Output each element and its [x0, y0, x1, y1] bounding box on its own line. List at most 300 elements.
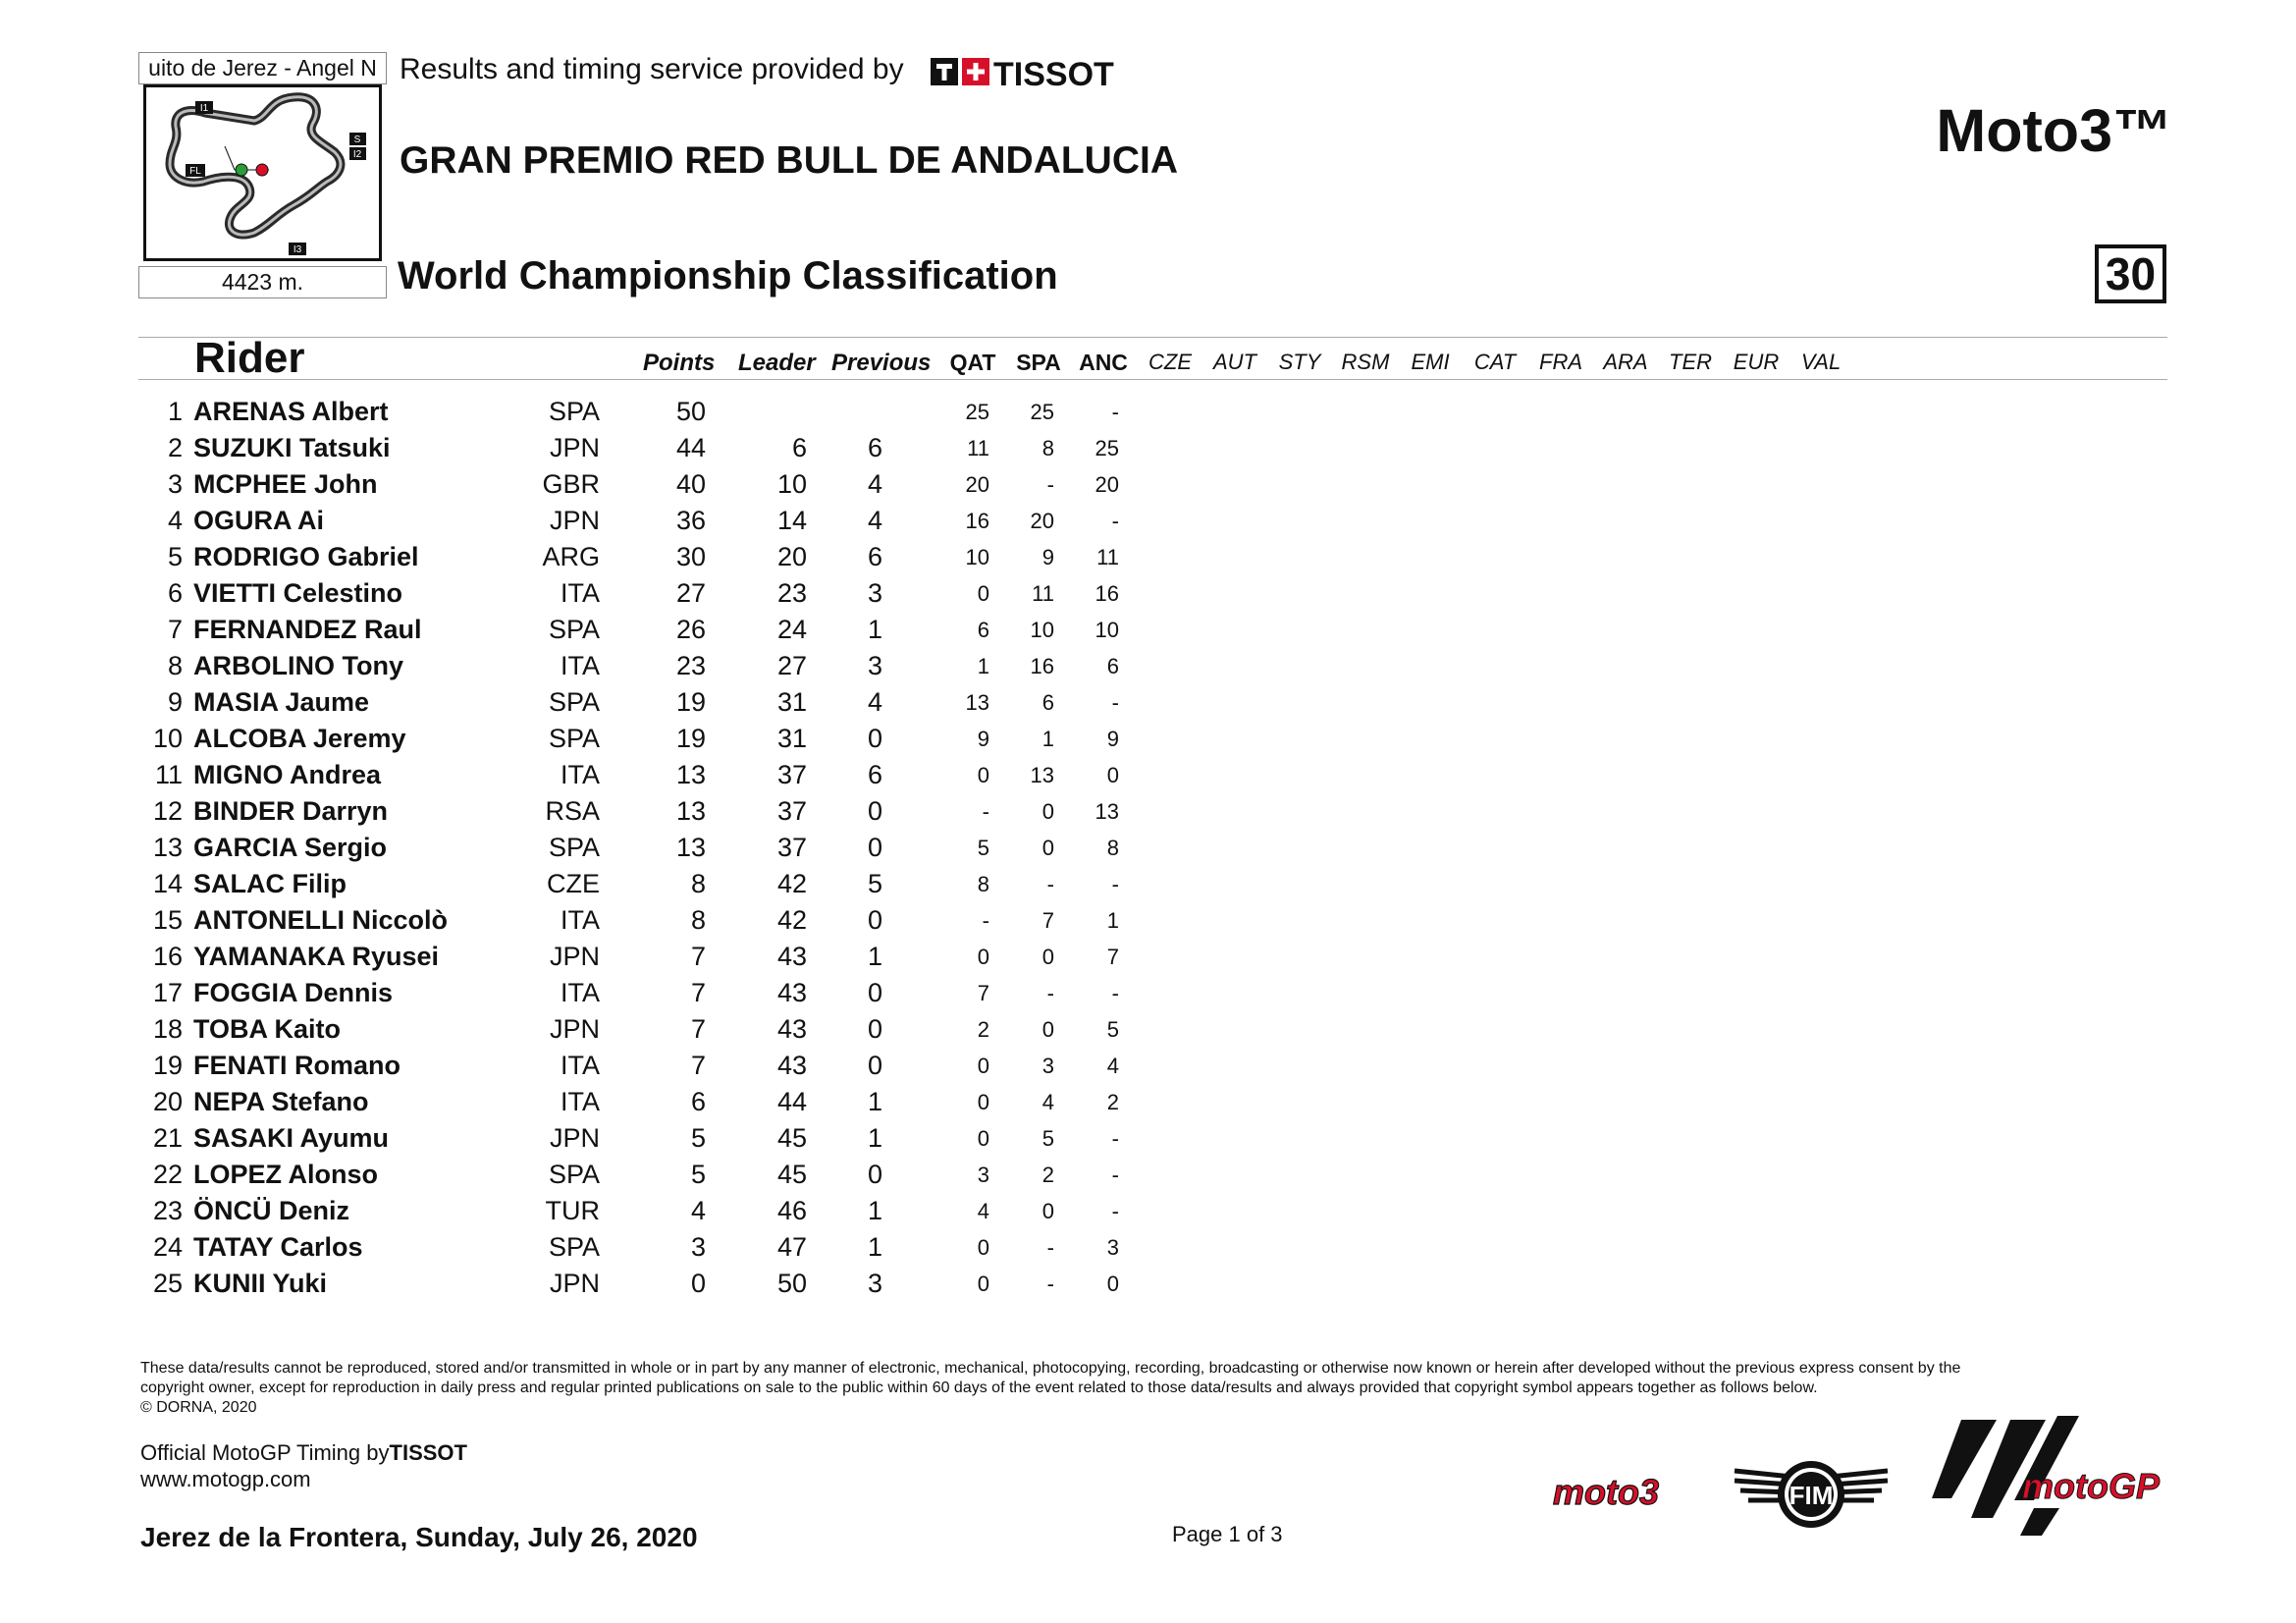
row-rider-name: MCPHEE John — [193, 469, 378, 499]
row-rider-name: ARENAS Albert — [193, 397, 389, 426]
disclaimer-line: copyright owner, except for reproduction in daily press and regular printed publications on sale to the public within 60 days of the event related to those data/results and always provided that copyright symbol appears together as follows below. — [140, 1380, 1818, 1396]
row-position: 25 — [152, 1269, 183, 1298]
row-points: 7 — [690, 1051, 706, 1080]
row-gap-leader: 43 — [776, 942, 807, 971]
row-gap-previous: 4 — [867, 506, 882, 535]
race-column-header: ANC — [1079, 350, 1128, 375]
row-race-points: - — [1111, 872, 1119, 896]
row-race-points: 4 — [1106, 1054, 1119, 1078]
fim-logo — [1733, 1451, 1890, 1539]
row-race-points: 1 — [977, 654, 989, 678]
row-race-points: 5 — [977, 836, 989, 860]
table-row — [0, 433, 2296, 469]
page-number: Page 1 of 3 — [1172, 1522, 1283, 1546]
tissot-logo-icon — [931, 55, 1158, 88]
row-nation: JPN — [549, 1014, 600, 1044]
race-column-header: CZE — [1148, 350, 1192, 374]
svg-text:motoGP: motoGP — [2022, 1466, 2160, 1506]
table-row — [0, 1232, 2296, 1269]
row-gap-leader: 14 — [776, 506, 807, 535]
row-nation: JPN — [549, 1269, 600, 1298]
row-points: 5 — [690, 1123, 706, 1153]
row-race-points: 7 — [977, 981, 989, 1005]
row-rider-name: GARCIA Sergio — [193, 833, 388, 862]
row-rider-name: SASAKI Ayumu — [193, 1123, 390, 1153]
row-gap-previous: 0 — [867, 796, 882, 826]
disclaimer-line: These data/results cannot be reproduced, stored and/or transmitted in whole or in part by any manner of electronic, mechanical, photocopying, recording, broadcasting or otherwise now known or herein after developed without the previous express consent by the — [140, 1360, 1961, 1377]
race-column-header: EMI — [1411, 350, 1450, 374]
circuit-length: 4423 m. — [138, 266, 387, 298]
row-position: 23 — [152, 1196, 183, 1225]
row-position: 12 — [152, 796, 183, 826]
row-nation: ITA — [561, 651, 600, 680]
row-position: 18 — [152, 1014, 183, 1044]
table-row — [0, 796, 2296, 833]
row-nation: SPA — [548, 397, 600, 426]
row-race-points: 13 — [965, 690, 989, 715]
row-rider-name: ALCOBA Jeremy — [193, 724, 406, 753]
row-race-points: 0 — [977, 1126, 989, 1151]
row-gap-previous: 3 — [867, 578, 882, 608]
row-position: 3 — [167, 469, 183, 499]
table-row — [0, 651, 2296, 687]
row-race-points: - — [982, 799, 989, 824]
table-row — [0, 1014, 2296, 1051]
header-top-rule — [138, 337, 2167, 338]
row-position: 24 — [152, 1232, 183, 1262]
row-points: 4 — [690, 1196, 706, 1225]
row-gap-previous: 6 — [867, 433, 882, 462]
row-race-points: 10 — [1030, 618, 1054, 642]
row-nation: JPN — [549, 433, 600, 462]
row-gap-leader: 27 — [776, 651, 807, 680]
row-race-points: 7 — [1106, 945, 1119, 969]
row-gap-leader: 42 — [776, 869, 807, 898]
row-points: 3 — [690, 1232, 706, 1262]
row-gap-leader: 37 — [776, 760, 807, 789]
row-rider-name: FERNANDEZ Raul — [193, 615, 422, 644]
svg-text:TISSOT: TISSOT — [993, 56, 1114, 88]
table-row — [0, 469, 2296, 506]
row-points: 13 — [675, 833, 706, 862]
row-points: 40 — [675, 469, 706, 499]
row-race-points: 16 — [1030, 654, 1054, 678]
row-race-points: 5 — [1106, 1017, 1119, 1042]
row-nation: SPA — [548, 687, 600, 717]
row-position: 8 — [167, 651, 183, 680]
row-race-points: - — [1046, 1271, 1054, 1296]
row-race-points: 20 — [965, 472, 989, 497]
row-points: 19 — [675, 687, 706, 717]
row-points: 36 — [675, 506, 706, 535]
row-gap-previous: 0 — [867, 1160, 882, 1189]
race-column-header: AUT — [1213, 350, 1256, 374]
row-race-points: - — [1111, 1199, 1119, 1223]
row-position: 20 — [152, 1087, 183, 1116]
row-points: 27 — [675, 578, 706, 608]
table-row — [0, 833, 2296, 869]
row-gap-previous: 1 — [867, 1087, 882, 1116]
row-gap-previous: 0 — [867, 724, 882, 753]
moto3-logo-icon — [1549, 1469, 1686, 1512]
row-gap-leader: 43 — [776, 1051, 807, 1080]
row-race-points: 11 — [1096, 545, 1119, 569]
row-points: 44 — [675, 433, 706, 462]
row-points: 50 — [675, 397, 706, 426]
row-race-points: - — [1046, 872, 1054, 896]
race-column-header: ARA — [1603, 350, 1648, 374]
race-column-header: SPA — [1016, 350, 1061, 375]
row-gap-previous: 5 — [867, 869, 882, 898]
copyright-notice: © DORNA, 2020 — [140, 1399, 257, 1416]
svg-text:FL: FL — [189, 166, 201, 177]
row-nation: SPA — [548, 833, 600, 862]
row-race-points: 10 — [1095, 618, 1119, 642]
row-race-points: - — [1111, 981, 1119, 1005]
row-race-points: 20 — [1095, 472, 1119, 497]
svg-text:I3: I3 — [293, 244, 302, 255]
row-rider-name: NEPA Stefano — [193, 1087, 369, 1116]
row-race-points: 3 — [977, 1163, 989, 1187]
row-rider-name: TOBA Kaito — [193, 1014, 342, 1044]
row-nation: ITA — [561, 1087, 600, 1116]
table-row — [0, 578, 2296, 615]
row-gap-previous: 0 — [867, 1014, 882, 1044]
row-points: 13 — [675, 796, 706, 826]
row-position: 22 — [152, 1160, 183, 1189]
row-race-points: 6 — [1106, 654, 1119, 678]
circuit-map — [143, 84, 382, 261]
row-position: 15 — [152, 905, 183, 935]
table-row — [0, 978, 2296, 1014]
row-race-points: 0 — [977, 581, 989, 606]
row-gap-leader: 31 — [776, 687, 807, 717]
row-race-points: 9 — [1041, 545, 1054, 569]
row-points: 13 — [675, 760, 706, 789]
copyright-disclaimer — [140, 1359, 2094, 1418]
row-race-points: 16 — [1095, 581, 1119, 606]
row-position: 5 — [167, 542, 183, 571]
row-gap-leader: 45 — [776, 1160, 807, 1189]
row-race-points: 0 — [1041, 1199, 1054, 1223]
row-race-points: 13 — [1095, 799, 1119, 824]
row-gap-leader: 24 — [776, 615, 807, 644]
row-rider-name: SALAC Filip — [193, 869, 347, 898]
row-race-points: - — [1111, 400, 1119, 424]
race-column-header: STY — [1278, 350, 1321, 374]
row-points: 23 — [675, 651, 706, 680]
timing-provider-text: Results and timing service provided by — [400, 53, 904, 85]
row-race-points: 11 — [1032, 581, 1054, 606]
row-position: 13 — [152, 833, 183, 862]
row-rider-name: VIETTI Celestino — [193, 578, 403, 608]
table-row — [0, 724, 2296, 760]
row-nation: SPA — [548, 615, 600, 644]
row-nation: ARG — [542, 542, 600, 571]
table-row — [0, 1160, 2296, 1196]
row-gap-leader: 6 — [791, 433, 807, 462]
svg-text:I2: I2 — [352, 149, 362, 160]
table-row — [0, 542, 2296, 578]
header-bottom-rule — [138, 379, 2167, 380]
race-column-header: RSM — [1341, 350, 1390, 374]
previous-column-header: Previous — [831, 350, 932, 376]
row-position: 2 — [167, 433, 183, 462]
row-race-points: - — [1111, 1163, 1119, 1187]
row-race-points: 5 — [1041, 1126, 1054, 1151]
race-column-header: CAT — [1473, 350, 1517, 374]
row-gap-leader: 43 — [776, 1014, 807, 1044]
race-column-header: FRA — [1539, 350, 1582, 374]
race-column-header: TER — [1669, 350, 1712, 374]
row-gap-previous: 0 — [867, 978, 882, 1007]
row-position: 1 — [167, 397, 183, 426]
row-gap-previous: 1 — [867, 1123, 882, 1153]
row-race-points: 4 — [977, 1199, 989, 1223]
row-nation: SPA — [548, 724, 600, 753]
row-race-points: 0 — [1041, 945, 1054, 969]
row-race-points: 6 — [1041, 690, 1054, 715]
row-race-points: - — [1111, 690, 1119, 715]
row-race-points: - — [1111, 1126, 1119, 1151]
row-race-points: 4 — [1041, 1090, 1054, 1114]
table-row — [0, 615, 2296, 651]
row-rider-name: OGURA Ai — [193, 506, 324, 535]
official-timing-text: Official MotoGP Timing by — [140, 1440, 390, 1465]
row-race-points: 8 — [1041, 436, 1054, 460]
rider-column-header: Rider — [194, 334, 305, 382]
row-gap-previous: 0 — [867, 833, 882, 862]
row-gap-previous: 1 — [867, 615, 882, 644]
row-race-points: - — [1046, 1235, 1054, 1260]
official-timing-brand: TISSOT — [389, 1440, 467, 1465]
row-gap-leader: 43 — [776, 978, 807, 1007]
table-row — [0, 1087, 2296, 1123]
row-position: 17 — [152, 978, 183, 1007]
fim-logo-icon — [1733, 1451, 1890, 1534]
row-race-points: 0 — [1106, 1271, 1119, 1296]
row-gap-leader: 10 — [776, 469, 807, 499]
row-race-points: 3 — [1041, 1054, 1054, 1078]
row-position: 11 — [154, 760, 183, 789]
circuit-name: uito de Jerez - Angel N — [138, 52, 387, 84]
row-rider-name: SUZUKI Tatsuki — [193, 433, 391, 462]
row-nation: ITA — [561, 760, 600, 789]
row-race-points: 0 — [977, 1235, 989, 1260]
row-gap-leader: 47 — [776, 1232, 807, 1262]
row-race-points: 0 — [1041, 1017, 1054, 1042]
row-gap-previous: 6 — [867, 760, 882, 789]
row-race-points: - — [1046, 472, 1054, 497]
row-race-points: - — [1046, 981, 1054, 1005]
row-points: 7 — [690, 1014, 706, 1044]
row-race-points: 11 — [967, 436, 989, 460]
row-gap-leader: 20 — [776, 542, 807, 571]
row-race-points: 9 — [977, 727, 989, 751]
event-title: GRAN PREMIO RED BULL DE ANDALUCIA — [400, 139, 1179, 182]
table-row — [0, 1123, 2296, 1160]
row-nation: TUR — [545, 1196, 600, 1225]
row-race-points: - — [982, 908, 989, 933]
row-nation: ITA — [561, 978, 600, 1007]
row-race-points: 13 — [1030, 763, 1054, 787]
svg-text:moto3: moto3 — [1553, 1472, 1659, 1512]
svg-text:FIM: FIM — [1789, 1481, 1834, 1510]
moto3-logo — [1549, 1469, 1686, 1517]
row-rider-name: BINDER Darryn — [193, 796, 389, 826]
row-race-points: 0 — [1041, 836, 1054, 860]
row-rider-name: YAMANAKA Ryusei — [193, 942, 440, 971]
row-points: 8 — [690, 905, 706, 935]
row-nation: JPN — [549, 942, 600, 971]
venue-date: Jerez de la Frontera, Sunday, July 26, 2020 — [140, 1522, 698, 1552]
row-race-points: 2 — [977, 1017, 989, 1042]
tissot-logo — [931, 55, 1158, 93]
table-row — [0, 905, 2296, 942]
row-rider-name: MIGNO Andrea — [193, 760, 382, 789]
row-rider-name: ARBOLINO Tony — [193, 651, 403, 680]
row-race-points: 9 — [1106, 727, 1119, 751]
row-gap-leader: 50 — [776, 1269, 807, 1298]
row-rider-name: KUNII Yuki — [193, 1269, 328, 1298]
row-race-points: 0 — [977, 1054, 989, 1078]
row-gap-leader: 23 — [776, 578, 807, 608]
row-gap-previous: 0 — [867, 905, 882, 935]
row-race-points: 2 — [1106, 1090, 1119, 1114]
row-position: 4 — [167, 506, 183, 535]
row-gap-leader: 46 — [776, 1196, 807, 1225]
row-gap-leader: 42 — [776, 905, 807, 935]
table-row — [0, 1051, 2296, 1087]
row-nation: ITA — [561, 905, 600, 935]
row-nation: SPA — [548, 1160, 600, 1189]
race-column-header: EUR — [1733, 350, 1780, 374]
circuit-track-icon — [146, 87, 379, 258]
row-race-points: 7 — [1041, 908, 1054, 933]
row-rider-name: ANTONELLI Niccolò — [193, 905, 449, 935]
row-points: 7 — [690, 942, 706, 971]
row-race-points: 0 — [977, 1271, 989, 1296]
table-row — [0, 687, 2296, 724]
table-row — [0, 942, 2296, 978]
row-nation: JPN — [549, 506, 600, 535]
row-race-points: 0 — [977, 763, 989, 787]
row-gap-leader: 31 — [776, 724, 807, 753]
leader-column-header: Leader — [738, 350, 816, 376]
row-points: 6 — [690, 1087, 706, 1116]
row-race-points: 0 — [1041, 799, 1054, 824]
row-position: 10 — [152, 724, 183, 753]
row-race-points: 1 — [1106, 908, 1119, 933]
row-gap-previous: 3 — [867, 651, 882, 680]
race-number-badge: 30 — [2095, 244, 2166, 303]
table-row — [0, 760, 2296, 796]
row-rider-name: LOPEZ Alonso — [193, 1160, 378, 1189]
row-nation: RSA — [545, 796, 600, 826]
row-position: 9 — [167, 687, 183, 717]
row-gap-previous: 1 — [867, 1232, 882, 1262]
row-position: 14 — [152, 869, 183, 898]
row-position: 6 — [167, 578, 183, 608]
row-gap-previous: 6 — [867, 542, 882, 571]
row-gap-leader: 44 — [776, 1087, 807, 1116]
row-race-points: - — [1111, 509, 1119, 533]
row-position: 16 — [152, 942, 183, 971]
row-points: 26 — [675, 615, 706, 644]
row-race-points: 1 — [1041, 727, 1054, 751]
row-gap-leader: 37 — [776, 796, 807, 826]
row-gap-leader: 37 — [776, 833, 807, 862]
table-row — [0, 506, 2296, 542]
row-nation: SPA — [548, 1232, 600, 1262]
row-race-points: 0 — [977, 1090, 989, 1114]
row-race-points: 2 — [1041, 1163, 1054, 1187]
row-nation: CZE — [547, 869, 600, 898]
row-gap-previous: 1 — [867, 942, 882, 971]
website-link[interactable]: www.motogp.com — [140, 1467, 311, 1491]
row-position: 7 — [167, 615, 183, 644]
row-race-points: 0 — [1106, 763, 1119, 787]
row-race-points: 25 — [965, 400, 989, 424]
table-row — [0, 869, 2296, 905]
row-position: 21 — [152, 1123, 183, 1153]
svg-text:S: S — [353, 135, 361, 145]
table-row — [0, 1196, 2296, 1232]
row-rider-name: ÖNCÜ Deniz — [193, 1196, 350, 1225]
row-race-points: 25 — [1095, 436, 1119, 460]
row-race-points: 20 — [1030, 509, 1054, 533]
row-nation: GBR — [542, 469, 600, 499]
svg-text:I1: I1 — [199, 103, 209, 114]
race-column-header: QAT — [949, 350, 996, 375]
row-gap-leader: 45 — [776, 1123, 807, 1153]
race-column-header: VAL — [1800, 350, 1842, 374]
row-rider-name: RODRIGO Gabriel — [193, 542, 419, 571]
row-gap-previous: 0 — [867, 1051, 882, 1080]
row-race-points: 16 — [965, 509, 989, 533]
table-row — [0, 397, 2296, 433]
row-nation: JPN — [549, 1123, 600, 1153]
table-row — [0, 1269, 2296, 1305]
row-nation: ITA — [561, 578, 600, 608]
row-points: 19 — [675, 724, 706, 753]
row-points: 8 — [690, 869, 706, 898]
motogp-logo-icon — [1932, 1410, 2167, 1538]
row-gap-previous: 1 — [867, 1196, 882, 1225]
motogp-logo — [1932, 1410, 2167, 1542]
row-race-points: 6 — [977, 618, 989, 642]
row-gap-previous: 4 — [867, 687, 882, 717]
row-race-points: 8 — [977, 872, 989, 896]
row-position: 19 — [152, 1051, 183, 1080]
row-points: 7 — [690, 978, 706, 1007]
row-race-points: 8 — [1106, 836, 1119, 860]
row-race-points: 3 — [1106, 1235, 1119, 1260]
official-timing — [140, 1439, 467, 1492]
row-gap-previous: 3 — [867, 1269, 882, 1298]
row-race-points: 25 — [1030, 400, 1054, 424]
row-points: 30 — [675, 542, 706, 571]
row-nation: ITA — [561, 1051, 600, 1080]
row-race-points: 0 — [977, 945, 989, 969]
points-column-header: Points — [643, 350, 716, 376]
classification-title: World Championship Classification — [398, 254, 1058, 298]
row-rider-name: FOGGIA Dennis — [193, 978, 394, 1007]
row-rider-name: TATAY Carlos — [193, 1232, 363, 1262]
row-race-points: 10 — [965, 545, 989, 569]
row-rider-name: FENATI Romano — [193, 1051, 400, 1080]
class-name: Moto3™ — [1936, 97, 2172, 164]
